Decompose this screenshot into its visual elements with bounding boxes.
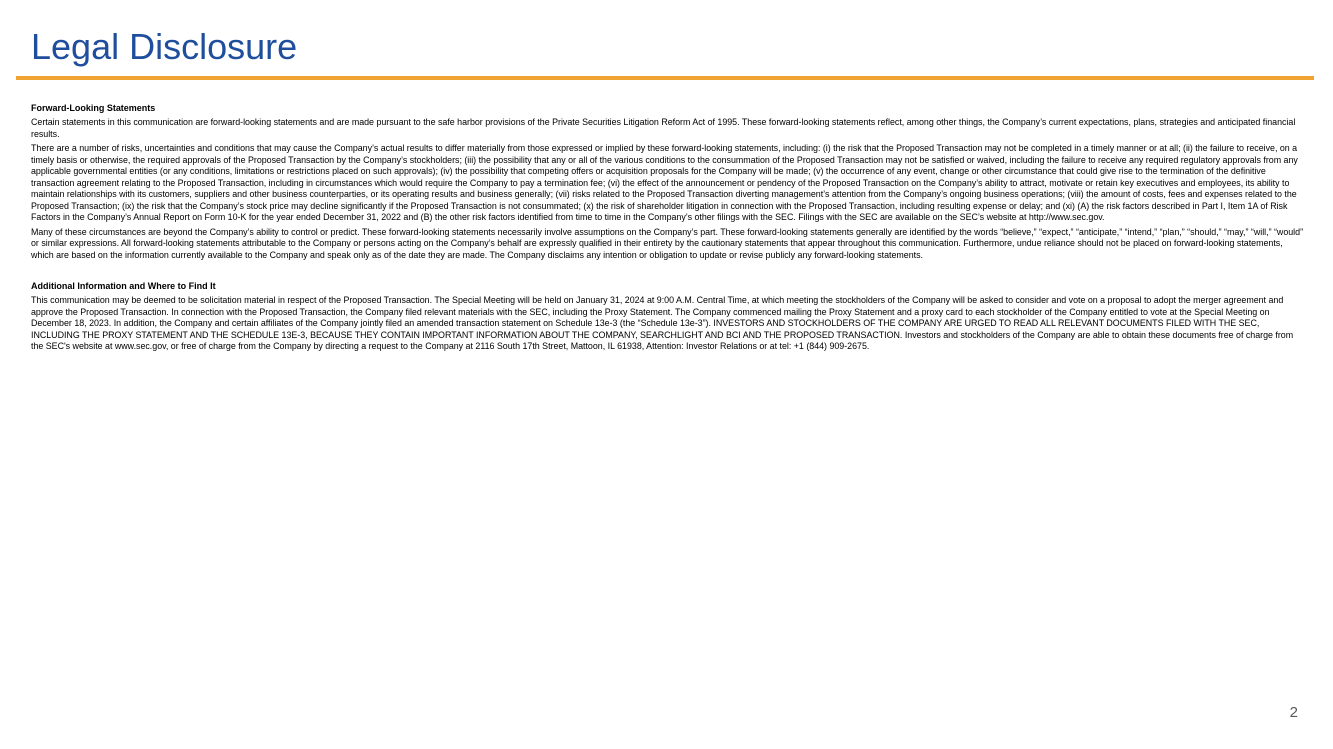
- forward-looking-heading: Forward-Looking Statements: [31, 103, 156, 113]
- forward-looking-section: [31, 103, 1303, 261]
- forward-looking-paragraph-2: There are a number of risks, uncertainties and conditions that may cause the Company’s actual results to differ materially from those expressed or implied by these forward-looking statements, including: (i) the risk that the Proposed Transaction may not be completed in a timely manner or at all; (ii) the failure to receive, on a timely basis or otherwise, the required approvals of the Proposed Transaction by the Company’s stockholders; (iii) the possibility that any or all of the various conditions to the consummation of the Proposed Transaction may not be satisfied or waived, including the failure to receive any required regulatory approvals from any applicable governmental entities (or any conditions, limitations or restrictions placed on such approvals); (iv) the possibility that competing offers or acquisition proposals for the Company will be made; (v) the occurrence of any event, change or other circumstance that could give rise to the termination of the definitive transaction agreement relating to the Proposed Transaction, including in circumstances which would require the Company to pay a termination fee; (vi) the effect of the announcement or pendency of the Proposed Transaction on the Company’s ability to attract, motivate or retain key executives and employees, its ability to maintain relationships with its customers, suppliers and other business counterparties, or its operating results and business generally; (vii) risks related to the Proposed Transaction diverting management’s attention from the Company’s ongoing business operations; (viii) the amount of costs, fees and expenses related to the Proposed Transaction; (ix) the risk that the Company’s stock price may decline significantly if the Proposed Transaction is not consummated; (x) the risk of shareholder litigation in connection with the Proposed Transaction, including resulting expense or delay; and (xi) (A) the risk factors described in Part I, Item 1A of Risk Factors in the Company’s Annual Report on Form 10-K for the year ended December 31, 2022 and (B) the other risk factors identified from time to time in the Company’s other filings with the SEC. Filings with the SEC are available on the SEC’s website at http://www.sec.gov.: [31, 143, 1298, 222]
- section-spacer: [31, 264, 1303, 281]
- page-title: Legal Disclosure: [31, 26, 298, 67]
- additional-info-heading: Additional Information and Where to Find It: [31, 281, 216, 291]
- forward-looking-paragraph-3: Many of these circumstances are beyond the Company’s ability to control or predict. These forward-looking statements necessarily involve assumptions on the Company’s part. These forward-looking statements generally are identified by the words “believe,” “expect,” “anticipate,” “intend,” “plan,” “should,” “may,” “will,” “would” or similar expressions. All forward-looking statements attributable to the Company or persons acting on the Company’s behalf are expressly qualified in their entirety by the cautionary statements that appear throughout this communication. Furthermore, undue reliance should not be placed on forward-looking statements, which are based on the information currently available to the Company and speak only as of the date they are made. The Company disclaims any intention or obligation to update or revise publicly any forward-looking statements.: [31, 226, 1304, 260]
- additional-info-section: [31, 281, 1303, 353]
- page-number: 2: [1289, 704, 1298, 721]
- title-divider: [16, 76, 1314, 80]
- forward-looking-paragraph-1: Certain statements in this communication are forward-looking statements and are made pursuant to the safe harbor provisions of the Private Securities Litigation Reform Act of 1995. These forward-looking statements reflect, among other things, the Company’s current expectations, plans, strategies and anticipated financial results.: [31, 117, 1296, 139]
- additional-info-paragraph: This communication may be deemed to be solicitation material in respect of the Proposed Transaction. The Special Meeting will be held on January 31, 2024 at 9:00 A.M. Central Time, at which meeting the stockholders of the Company will be asked to consider and vote on a proposal to adopt the merger agreement and approve the Proposed Transaction. In connection with the Proposed Transaction, the Company filed relevant materials with the SEC, including the Proxy Statement. The Company commenced mailing the Proxy Statement and a proxy card to each stockholder of the Company entitled to vote at the Special Meeting on December 18, 2023. In addition, the Company and certain affiliates of the Company jointly filed an amended transaction statement on Schedule 13e-3 (the “Schedule 13e-3”). INVESTORS AND STOCKHOLDERS OF THE COMPANY ARE URGED TO READ ALL RELEVANT DOCUMENTS FILED WITH THE SEC, INCLUDING THE PROXY STATEMENT AND THE SCHEDULE 13E-3, BECAUSE THEY CONTAIN IMPORTANT INFORMATION ABOUT THE COMPANY, SEARCHLIGHT AND BCI AND THE PROPOSED TRANSACTION. Investors and stockholders of the Company are able to obtain these documents free of charge from the SEC's website at www.sec.gov, or free of charge from the Company by directing a request to the Company at 2116 South 17th Street, Mattoon, IL 61938, Attention: Investor Relations or at tel: +1 (844) 909-2675.: [31, 295, 1294, 351]
- disclosure-body: [31, 103, 1303, 356]
